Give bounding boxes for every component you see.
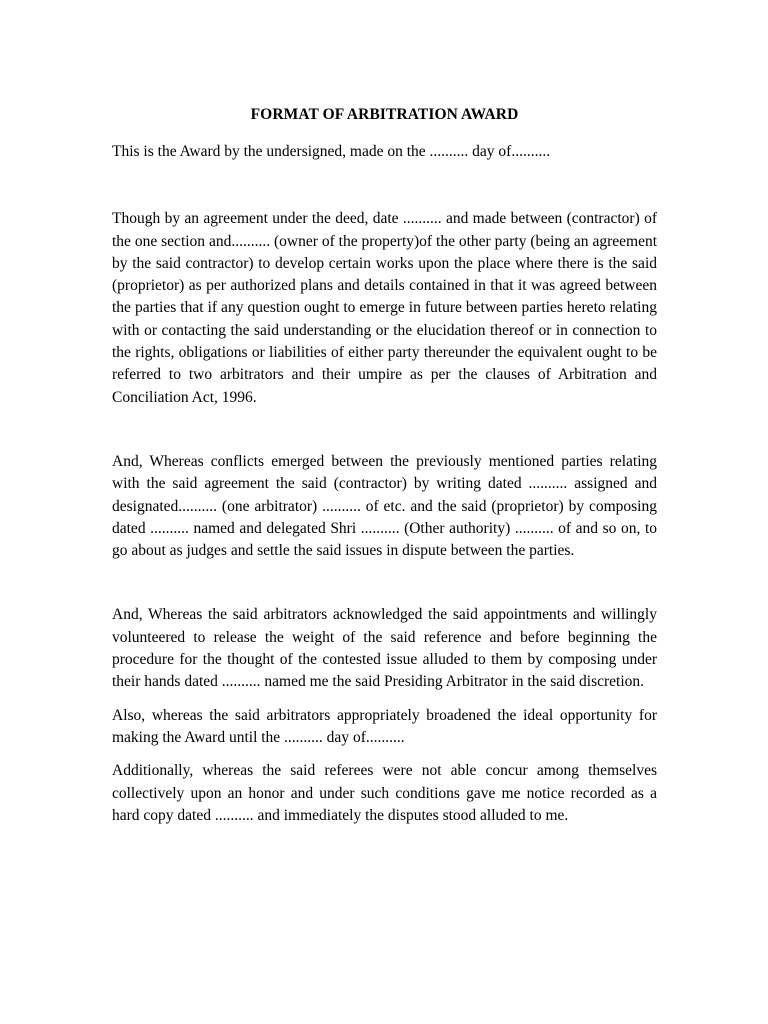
paragraph-appointments: And, Whereas the said arbitrators acknowledged the said appointments and willingly volunteered to release the weight of the said reference and before beginning the procedure for the thought of the contested issue alluded to them by composing under their hands dated .......... named me the said Presiding Arbitrator in the said discretion. xyxy=(112,606,657,691)
paragraph-opportunity: Also, whereas the said arbitrators appropriately broadened the ideal opportunity for making the Award until the .......... day of.......... xyxy=(112,706,657,746)
intro-paragraph: This is the Award by the undersigned, made on the .......... day of.......... xyxy=(112,143,551,160)
paragraph-agreement: Though by an agreement under the deed, date .......... and made between (contractor) of the one section and.......... (owner of the property)of the other party (being an agreement by the said contractor) to develop certain works upon the place where there is the said (proprietor) as per authorized plans and details contained in that it was agreed between the parties that if any question ought to emerge in future between parties hereto relating with or contacting the said understanding or the elucidation thereof or in connection to the rights, obligations or liabilities of either party thereunder the equivalent ought to be referred to two arbitrators and their umpire as per the clauses of Arbitration and Conciliation Act, 1996. xyxy=(112,210,657,406)
document-page xyxy=(112,104,657,827)
paragraph-disputes: Additionally, whereas the said referees were not able concur among themselves collectively upon an honor and under such conditions gave me notice recorded as a hard copy dated .......... and immediately the disputes stood alluded to me. xyxy=(112,762,657,824)
document-title: FORMAT OF ARBITRATION AWARD xyxy=(250,106,519,123)
paragraph-conflicts: And, Whereas conflicts emerged between the previously mentioned parties relating with the said agreement the said (contractor) by writing dated .......... assigned and designated.......... (one arbitrator) .......... of etc. and the said (proprietor) by composing dated .......... named and delegated Shri .......... (Other authority) .......... of and so on, to go about as judges and settle the said issues in dispute between the parties. xyxy=(112,452,657,560)
